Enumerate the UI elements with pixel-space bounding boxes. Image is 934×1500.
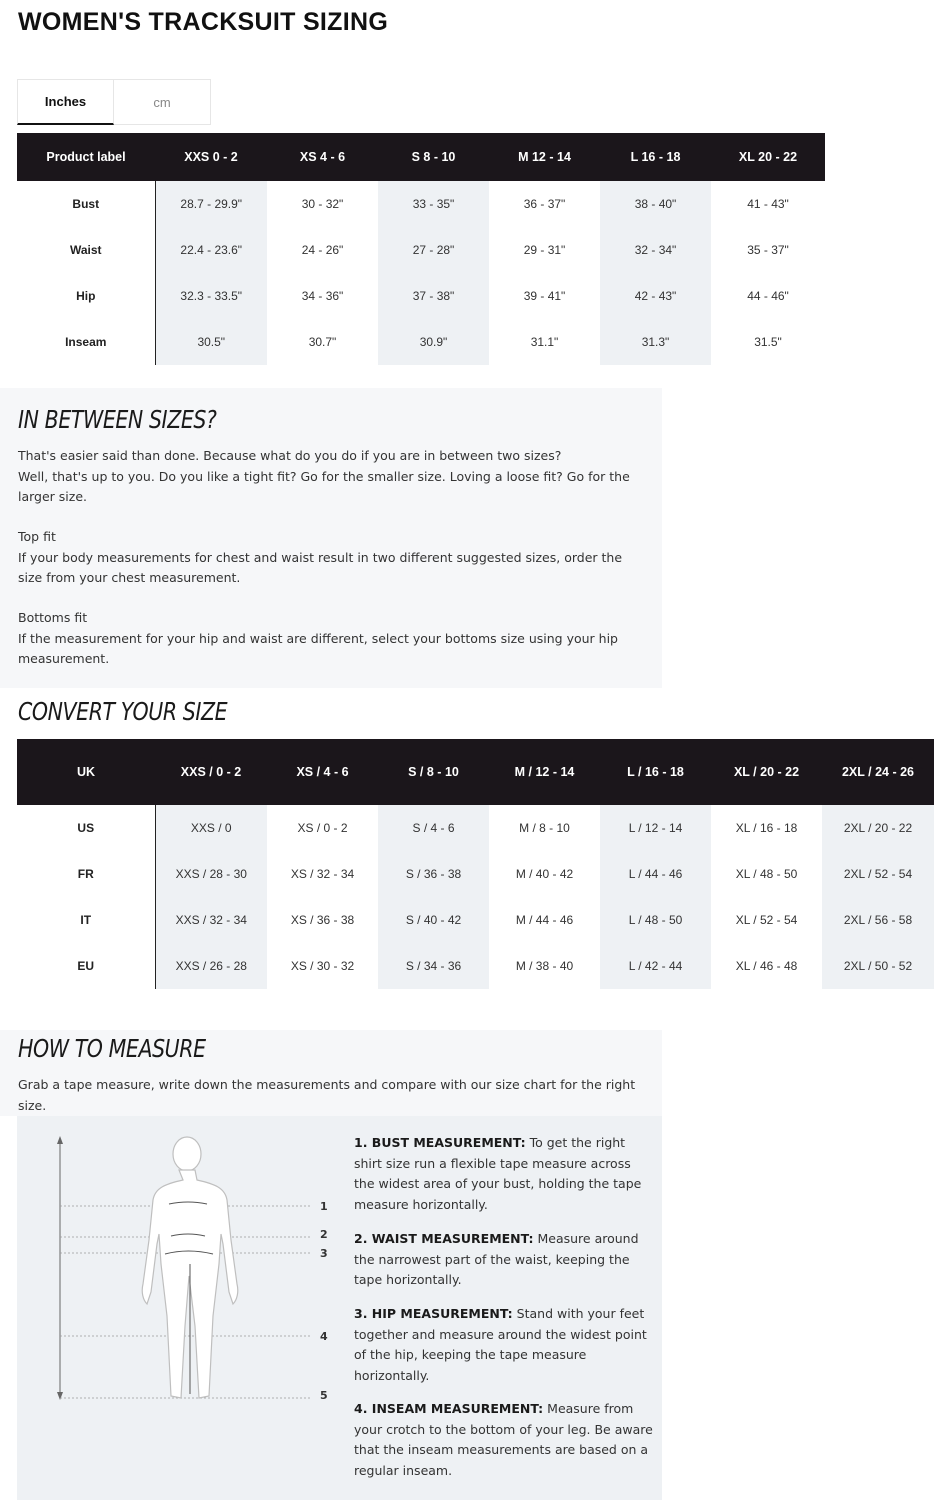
table-cell: 35 - 37" [747,243,789,257]
table-cell: XL / 16 - 18 [735,821,798,835]
unit-tabs [17,79,211,125]
table-cell: 30.7" [308,335,337,349]
table-cell: 32.3 - 33.5" [155,273,267,319]
size-column-header: L / 16 - 18 [600,739,711,805]
tab-inches[interactable]: Inches [17,79,114,125]
step-title: 3. HIP MEASUREMENT: [354,1306,513,1321]
size-column-header: M / 12 - 14 [489,739,600,805]
intro-line: Grab a tape measure, write down the measurements and compare with our size chart for the right [18,1077,636,1092]
table-cell: 24 - 26" [301,243,344,257]
table-cell: 2XL / 50 - 52 [822,943,934,989]
table-row [17,181,825,227]
table-cell: XL / 52 - 54 [735,913,798,927]
measure-step-4 [354,1399,654,1481]
table-cell: 22.4 - 23.6" [155,227,267,273]
table-cell: XXS / 0 [155,805,267,851]
table-cell: S / 4 - 6 [378,805,489,851]
table-cell: XXS / 32 - 34 [155,897,267,943]
table-cell: M / 8 - 10 [519,821,570,835]
size-column-header: XS / 4 - 6 [267,739,378,805]
measure-panel [17,1116,662,1500]
row-label-inseam: Inseam [17,319,155,365]
table-cell: 31.5" [754,335,782,349]
table-cell: XL / 48 - 50 [735,867,798,881]
tab-cm[interactable]: cm [114,79,211,125]
table-cell: 41 - 43" [747,197,789,211]
bottoms-fit-block [18,608,678,670]
table-cell: 2XL / 56 - 58 [822,897,934,943]
top-fit-block [18,527,678,589]
step-text: To get the right shirt size run a flexible tape measure across the widest area of your bust, holding the tape measure horizontally. [354,1135,642,1212]
table-cell: L / 48 - 50 [600,897,711,943]
table-row [17,227,825,273]
arrow-down-icon [57,1392,63,1400]
table-cell: XS / 30 - 32 [290,959,355,973]
table-row [17,897,934,943]
table-cell: 33 - 35" [378,181,489,227]
size-column-header: XXS 0 - 2 [155,133,267,181]
table-cell: XS / 32 - 34 [290,867,355,881]
table-cell: L / 12 - 14 [600,805,711,851]
body-figure-diagram [17,1116,347,1500]
table-cell: 31.1" [530,335,559,349]
table-cell: 39 - 41" [523,289,566,303]
row-label-waist: Waist [17,227,155,273]
bottoms-fit-text: If the measurement for your hip and waist are different, select your bottoms size using your hip [18,630,618,646]
size-table [17,133,826,365]
table-cell: 36 - 37" [523,197,566,211]
intro-line: That's easier said than done. Because what do you do if you are in between two sizes? [18,448,562,463]
table-cell: 37 - 38" [378,273,489,319]
marker-1: 1 [320,1200,328,1213]
measure-step-3 [354,1304,654,1386]
table-row [17,273,825,319]
step-title: 2. WAIST MEASUREMENT: [354,1231,534,1246]
marker-4: 4 [320,1330,328,1343]
convert-table-header [17,739,934,805]
intro-line: Well, that's up to you. Do you like a tight fit? Go for the smaller size. Loving a loose fit? Go for the [18,468,630,484]
table-cell: XS / 0 - 2 [297,821,348,835]
table-cell: XXS / 26 - 28 [155,943,267,989]
convert-heading: CONVERT YOUR SIZE [18,697,228,726]
how-to-measure-intro [18,1075,678,1116]
table-row [17,943,934,989]
table-cell: 38 - 40" [600,181,711,227]
step-title: 1. BUST MEASUREMENT: [354,1135,526,1150]
size-column-header: 2XL / 24 - 26 [822,739,934,805]
row-label-eu: EU [17,943,155,989]
size-column-header: S 8 - 10 [378,133,489,181]
marker-5: 5 [320,1389,328,1402]
table-cell: XXS / 28 - 30 [155,851,267,897]
size-column-header: L 16 - 18 [600,133,711,181]
intro-line: larger size. [18,489,88,504]
table-cell: 44 - 46" [747,289,789,303]
row-label-it: IT [17,897,155,943]
top-fit-title: Top fit [18,529,56,544]
table-cell: 2XL / 20 - 22 [822,805,934,851]
table-cell: S / 34 - 36 [378,943,489,989]
size-column-header: XL 20 - 22 [711,133,825,181]
table-cell: S / 36 - 38 [378,851,489,897]
product-label-header: Product label [17,133,155,181]
row-label-us: US [17,805,155,851]
row-label-bust: Bust [17,181,155,227]
marker-3: 3 [320,1247,328,1260]
step-text: Stand with your feet together and measure around the widest point of the hip, keeping the tape measure horizontally. [354,1306,647,1383]
table-cell: L / 44 - 46 [600,851,711,897]
step-title: 4. INSEAM MEASUREMENT: [354,1401,544,1416]
table-cell: M / 38 - 40 [515,959,574,973]
size-column-header: XL / 20 - 22 [711,739,822,805]
table-cell: L / 42 - 44 [600,943,711,989]
size-column-header: XS 4 - 6 [267,133,378,181]
size-table-header [17,133,825,181]
row-label-fr: FR [17,851,155,897]
top-fit-text: If your body measurements for chest and waist result in two different suggested sizes, order the [18,549,623,565]
measure-step-1 [354,1133,654,1215]
table-cell: M / 40 - 42 [515,867,574,881]
bottoms-fit-title: Bottoms fit [18,610,88,625]
step-text: Measure from your crotch to the bottom of your leg. Be aware that the inseam measurements are based on a regular inseam. [354,1401,653,1478]
intro-line: size. [18,1097,47,1113]
arrow-up-icon [57,1136,63,1144]
measure-step-2 [354,1229,654,1291]
convert-table [17,739,934,989]
table-cell: 29 - 31" [523,243,566,257]
table-cell: 31.3" [600,319,711,365]
size-column-header: M 12 - 14 [489,133,600,181]
size-column-header: S / 8 - 10 [378,739,489,805]
table-row [17,805,934,851]
table-cell: XS / 36 - 38 [290,913,355,927]
uk-header: UK [17,739,155,805]
marker-2: 2 [320,1228,328,1241]
table-cell: 2XL / 52 - 54 [822,851,934,897]
page-title: WOMEN'S TRACKSUIT SIZING [18,8,389,36]
table-cell: XL / 46 - 48 [735,959,798,973]
table-row [17,851,934,897]
table-cell: 32 - 34" [600,227,711,273]
table-cell: S / 40 - 42 [378,897,489,943]
table-cell: 42 - 43" [600,273,711,319]
step-text: Measure around the narrowest part of the waist, keeping the tape horizontally. [354,1231,639,1287]
table-cell: 30.5" [155,319,267,365]
how-to-measure-heading: HOW TO MEASURE [18,1034,206,1063]
table-row [17,319,825,365]
table-cell: 30 - 32" [301,197,344,211]
bottoms-fit-text: measurement. [18,651,110,666]
table-cell: 28.7 - 29.9" [155,181,267,227]
between-sizes-heading: IN BETWEEN SIZES? [18,405,217,434]
between-sizes-intro [18,446,678,508]
table-cell: 27 - 28" [378,227,489,273]
top-fit-text: size from your chest measurement. [18,570,241,585]
size-column-header: XXS / 0 - 2 [155,739,267,805]
row-label-hip: Hip [17,273,155,319]
table-cell: 34 - 36" [301,289,344,303]
table-cell: M / 44 - 46 [515,913,574,927]
table-cell: 30.9" [378,319,489,365]
